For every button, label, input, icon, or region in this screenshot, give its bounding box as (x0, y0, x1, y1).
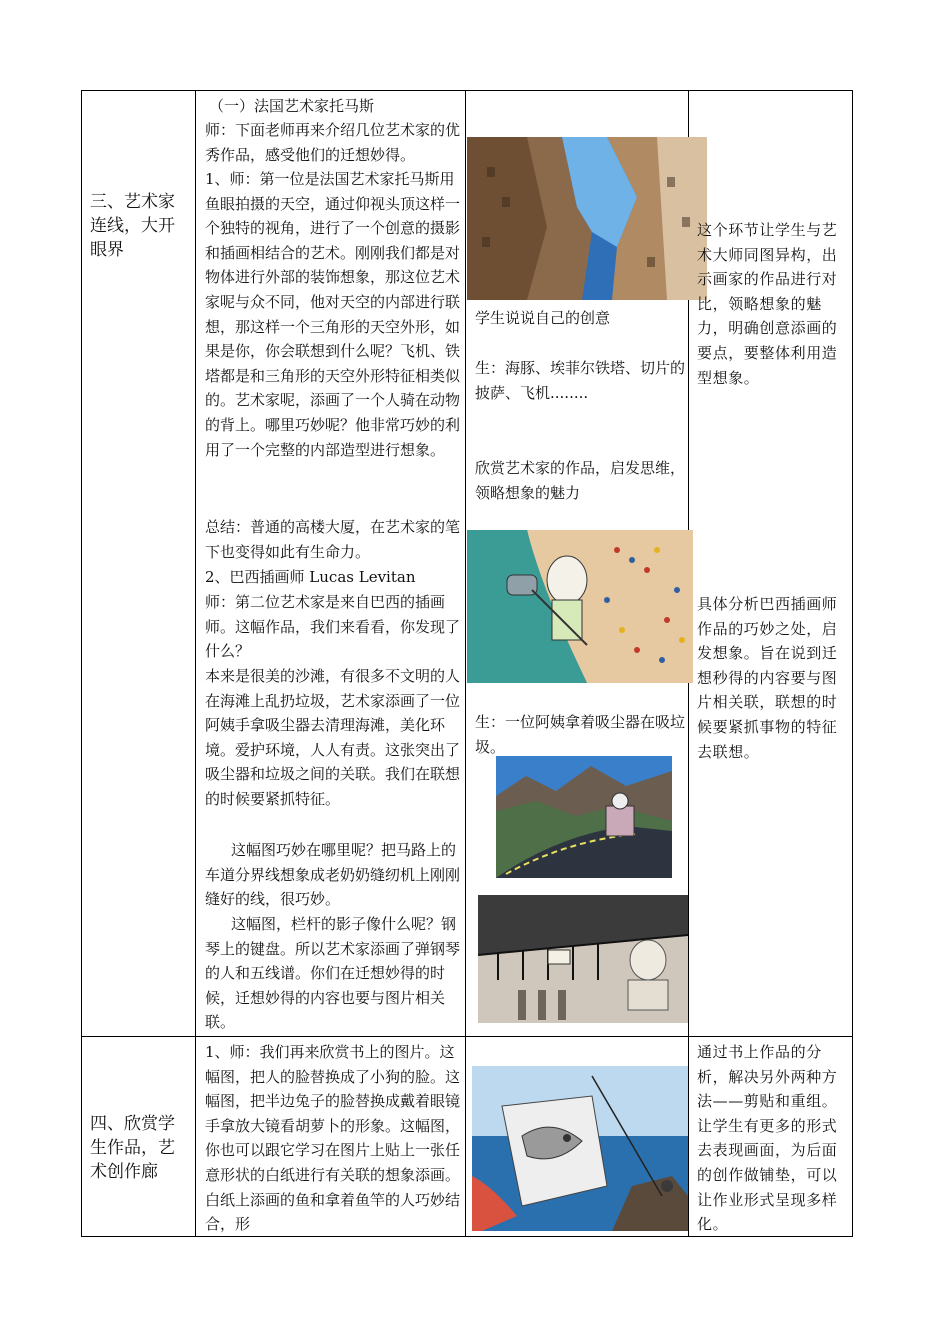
table-border-top (81, 90, 853, 91)
teacher-paragraph: 这幅图，栏杆的影子像什么呢？钢琴上的键盘。所以艺术家添画了弹钢琴的人和五线谱。你们在迁想妙得的时候，迁想妙得的内容也要与图片相关联。 (205, 915, 461, 1032)
table-border-left (81, 90, 82, 1237)
teacher-paragraph: 1、师：我们再来欣赏书上的图片。这幅图，把人的脸替换成了小狗的脸。这幅图，把半边兔子的脸替换成戴着眼镜手拿放大镜看胡萝卜的形象。这幅图，你也可以跟它学习在图片上贴上一张任意形状的白纸进行有关联的想象添画。白纸上添画的鱼和拿着鱼竿的人巧妙结合，形 (205, 1043, 461, 1234)
teacher-paragraph: 师：第二位艺术家是来自巴西的插画师。这幅作品，我们来看看，你发现了什么？ (205, 593, 461, 661)
teacher-paragraph: 本来是很美的沙滩，有很多不文明的人在海滩上乱扔垃圾，艺术家添画了一位阿姨手拿吸尘器去清理海滩，美化环境。爱护环境，人人有责。这张突出了吸尘器和垃圾之间的关联。我们在联想的时候要紧抓特征。 (205, 667, 461, 808)
section-title-3: 三、艺术家连线，大开眼界 (90, 192, 175, 260)
table-border-right (852, 90, 853, 1237)
design-intent: 具体分析巴西插画师作品的巧妙之处，启发想象。旨在说到迁想秒得的内容要与图片相关联，联想的时候要紧抓事物的特征去联想。 (697, 595, 838, 761)
railing-piano-image (478, 895, 688, 1023)
teacher-paragraph: 师：下面老师再来介绍几位艺术家的优秀作品，感受他们的迁想妙得。 (205, 121, 461, 164)
teacher-paragraph: 这幅图巧妙在哪里呢？把马路上的车道分界线想象成老奶奶缝纫机上刚刚缝好的线，很巧妙。 (205, 841, 461, 909)
design-intent: 通过书上作品的分析，解决另外两种方法——剪贴和重组。让学生有更多的形式去表现画面，为后面的创作做铺垫，可以让作业形式呈现多样化。 (697, 1043, 838, 1234)
student-response: 学生说说自己的创意 (475, 309, 611, 327)
fish-collage-image (472, 1066, 688, 1231)
student-response: 生：海豚、埃菲尔铁塔、切片的披萨、飞机........ (475, 359, 686, 402)
fisheye-sky-image (467, 137, 707, 300)
teacher-paragraph: 1、师：第一位是法国艺术家托马斯用鱼眼拍摄的天空，通过仰视头顶这样一个独特的视角，进行了一个创意的摄影和插画相结合的艺术。刚刚我们都是对物体进行外部的装饰想象，那这位艺术家呢与众不同，他对天空的内部进行联想，那这样一个三角形的天空外形，如果是你，你会联想到什么呢？飞机、铁塔都是和三角形的天空外形特征相类似的。艺术家呢，添画了一个人骑在动物的背上。哪里巧妙呢？他非常巧妙的利用了一个完整的内部造型进行想象。 (205, 170, 461, 459)
table-col-divider-1 (195, 90, 196, 1237)
section-title-4: 四、欣赏学生作品，艺术创作廊 (90, 1114, 175, 1182)
teacher-summary: 总结：普通的高楼大厦，在艺术家的笔下也变得如此有生命力。 (205, 518, 461, 561)
table-row-divider (81, 1036, 853, 1037)
beach-vacuum-image (467, 530, 693, 683)
teacher-heading: （一）法国艺术家托马斯 (209, 97, 375, 115)
student-response: 欣赏艺术家的作品，启发思维，领略想象的魅力 (475, 459, 686, 502)
student-response: 生：一位阿姨拿着吸尘器在吸垃圾。 (475, 713, 686, 756)
mountain-road-sewing-image (496, 756, 672, 878)
teacher-heading: 2、巴西插画师 Lucas Levitan (205, 568, 416, 586)
table-col-divider-2 (465, 90, 466, 1237)
design-intent: 这个环节让学生与艺术大师同图异构，出示画家的作品进行对比，领略想象的魅力，明确创意添画的要点，要整体利用造型想象。 (697, 221, 838, 387)
